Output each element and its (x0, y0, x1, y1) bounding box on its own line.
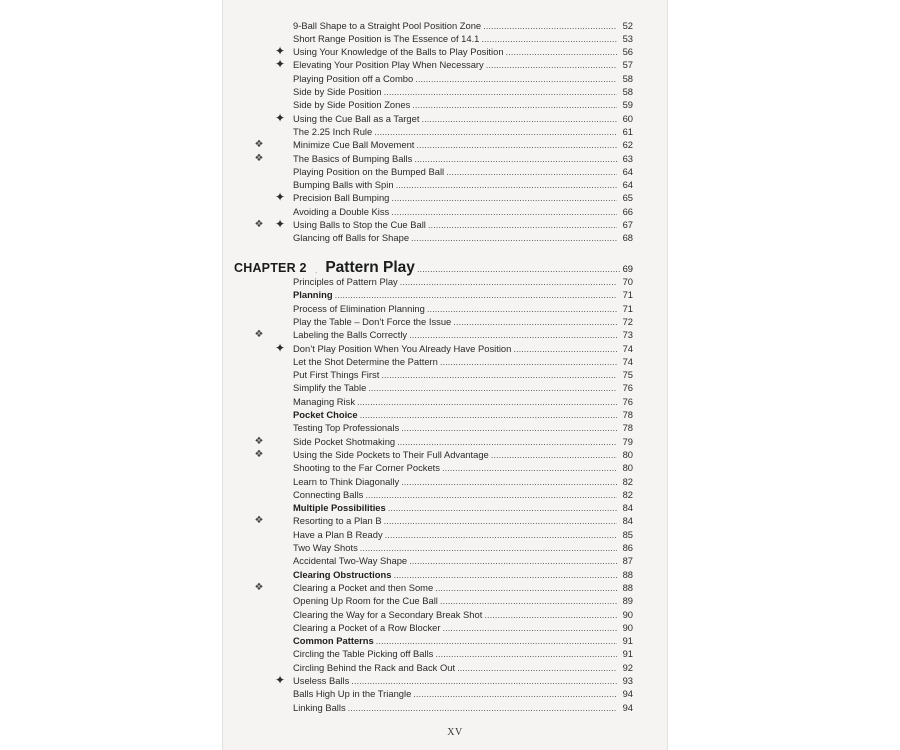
diamond-flower-icon: ❖ (254, 449, 264, 460)
toc-page-number: 74 (622, 343, 633, 354)
toc-entry-title: Using Balls to Stop the Cue Ball (293, 219, 426, 230)
toc-entry-row (293, 435, 633, 448)
toc-page-number: 76 (622, 382, 633, 393)
toc-page-number: 57 (622, 59, 633, 70)
dot-leader (435, 581, 617, 594)
toc-entry-row (293, 381, 633, 394)
toc-page-number: 82 (622, 476, 633, 487)
toc-entry-row (293, 554, 633, 567)
dot-leader (396, 178, 617, 191)
dot-leader (357, 395, 617, 408)
four-point-star-icon: ✦ (274, 217, 286, 231)
dot-leader (335, 288, 617, 301)
toc-entry-title: Playing Position on the Bumped Ball (293, 166, 445, 177)
toc-page-number: 90 (622, 609, 633, 620)
toc-entry-title: Balls High Up in the Triangle (293, 688, 412, 699)
toc-entry-title: Shooting to the Far Corner Pockets (293, 462, 440, 473)
dot-leader (384, 85, 617, 98)
toc-entry-row (293, 165, 633, 178)
toc-entry-title: Testing Top Professionals (293, 422, 400, 433)
toc-entry-row (293, 112, 633, 125)
toc-page-number: 94 (622, 688, 633, 699)
four-point-star-icon: ✦ (274, 341, 286, 355)
dot-leader (442, 461, 617, 474)
toc-page-number: 78 (622, 422, 633, 433)
toc-entry-title: Glancing off Balls for Shape (293, 232, 410, 243)
dot-leader (391, 191, 617, 204)
toc-page-number: 73 (622, 329, 633, 340)
chapter-dot-leader (417, 263, 621, 274)
toc-page-number: 72 (622, 316, 633, 327)
toc-page-number: 64 (622, 166, 633, 177)
four-point-star-icon: ✦ (274, 44, 286, 58)
toc-entry-title: Simplify the Table (293, 382, 367, 393)
toc-entry-row (293, 191, 633, 204)
toc-entry-row (293, 541, 633, 554)
toc-entry-row (293, 72, 633, 85)
toc-page-number: 71 (622, 289, 633, 300)
dot-leader (348, 701, 617, 714)
toc-entry-title: Side Pocket Shotmaking (293, 436, 396, 447)
four-point-star-icon: ✦ (274, 57, 286, 71)
toc-entry-row (293, 178, 633, 191)
toc-page-number: 65 (622, 192, 633, 203)
dot-leader (413, 687, 617, 700)
dot-leader (440, 594, 617, 607)
dot-leader (481, 32, 617, 45)
toc-page-number: 63 (622, 153, 633, 164)
dot-leader (376, 634, 617, 647)
toc-entry-row (293, 661, 633, 674)
dot-leader (365, 488, 617, 501)
toc-entry-title: Side by Side Position Zones (293, 99, 411, 110)
toc-entry-row (293, 475, 633, 488)
diamond-flower-icon: ❖ (254, 515, 264, 526)
toc-entry-title: Two Way Shots (293, 542, 358, 553)
toc-page-number: 88 (622, 582, 633, 593)
four-point-star-icon: ✦ (274, 190, 286, 204)
toc-entry-title: Short Range Position is The Essence of 14.1 (293, 33, 480, 44)
toc-entry-title: Opening Up Room for the Cue Ball (293, 595, 438, 606)
toc-entry-row (293, 687, 633, 700)
toc-entry-row (293, 32, 633, 45)
toc-entry-title: Clearing a Pocket and then Some (293, 582, 434, 593)
toc-entry-row (293, 218, 633, 231)
toc-page-number: 58 (622, 86, 633, 97)
toc-entry-title: Clearing the Way for a Secondary Break Shot (293, 609, 483, 620)
dot-leader (412, 98, 617, 111)
toc-page-number: 85 (622, 529, 633, 540)
toc-entry-row (293, 85, 633, 98)
toc-entry-row (293, 152, 633, 165)
toc-entry-row (293, 275, 633, 288)
toc-page-number: 68 (622, 232, 633, 243)
toc-page-number: 71 (622, 303, 633, 314)
toc-entry-title: Accidental Two-Way Shape (293, 555, 408, 566)
dot-leader (397, 435, 617, 448)
toc-page-number: 91 (622, 648, 633, 659)
dot-leader (409, 554, 617, 567)
toc-page-number: 59 (622, 99, 633, 110)
dot-leader (440, 355, 617, 368)
toc-entry-title: Using the Cue Ball as a Target (293, 113, 420, 124)
toc-entry-row (293, 461, 633, 474)
toc-entry-row (293, 594, 633, 607)
toc-entry-row (293, 355, 633, 368)
page-folio: XV (447, 727, 463, 738)
toc-page-number: 64 (622, 179, 633, 190)
toc-page-number: 80 (622, 449, 633, 460)
toc-entry-row (293, 395, 633, 408)
toc-entry-title: Circling Behind the Rack and Back Out (293, 662, 456, 673)
toc-page-number: 60 (622, 113, 633, 124)
toc-page-number: 79 (622, 436, 633, 447)
chapter-page-number: 69 (622, 263, 633, 274)
diamond-flower-icon: ❖ (254, 153, 264, 164)
toc-entry-title: Bumping Balls with Spin (293, 179, 394, 190)
toc-entry-row (293, 488, 633, 501)
toc-page-number: 78 (622, 409, 633, 420)
toc-entry-row (293, 302, 633, 315)
toc-entry-row (293, 138, 633, 151)
toc-page-number: 61 (622, 126, 633, 137)
toc-entry-title: Precision Ball Bumping (293, 192, 390, 203)
dot-leader (384, 514, 617, 527)
toc-page-number: 52 (622, 20, 633, 31)
toc-entry-title: Avoiding a Double Kiss (293, 206, 390, 217)
toc-page-number: 82 (622, 489, 633, 500)
four-point-star-icon: ✦ (274, 111, 286, 125)
dot-leader (381, 368, 617, 381)
toc-page-number: 74 (622, 356, 633, 367)
toc-page-number: 92 (622, 662, 633, 673)
toc-entry-title: Resorting to a Plan B (293, 515, 382, 526)
dot-leader (400, 275, 617, 288)
toc-entry-title: Minimize Cue Ball Movement (293, 139, 415, 150)
toc-page-number: 94 (622, 702, 633, 713)
dot-leader (457, 661, 617, 674)
toc-entry-title: Side by Side Position (293, 86, 382, 97)
toc-entry-row (293, 608, 633, 621)
toc-entry-row (293, 58, 633, 71)
dot-leader (416, 138, 617, 151)
toc-entry-title: Put First Things First (293, 369, 380, 380)
toc-entry-title: Clearing Obstructions (293, 569, 392, 580)
dot-leader (491, 448, 617, 461)
diamond-flower-icon: ❖ (254, 139, 264, 150)
toc-entry-title: Multiple Possibilities (293, 502, 386, 513)
dot-leader (513, 342, 617, 355)
diamond-flower-icon: ❖ (254, 329, 264, 340)
dot-leader (446, 165, 617, 178)
dot-leader (484, 608, 617, 621)
toc-entry-title: Planning (293, 289, 333, 300)
toc-subheading-row (293, 408, 633, 421)
toc-entry-row (293, 421, 633, 434)
toc-page-number: 90 (622, 622, 633, 633)
toc-entry-title: Connecting Balls (293, 489, 364, 500)
toc-entry-title: Clearing a Pocket of a Row Blocker (293, 622, 441, 633)
toc-entry-row (293, 125, 633, 138)
chapter-label: CHAPTER 2 (234, 261, 307, 275)
toc-page-number: 86 (622, 542, 633, 553)
dot-leader (374, 125, 617, 138)
toc-entry-title: Play the Table – Don’t Force the Issue (293, 316, 452, 327)
toc-entry-row (293, 368, 633, 381)
dot-leader (360, 408, 617, 421)
toc-entry-row (293, 514, 633, 527)
dot-leader (409, 328, 617, 341)
toc-entry-title: Don’t Play Position When You Already Have Position (293, 343, 512, 354)
diamond-flower-icon: ❖ (254, 582, 264, 593)
diamond-flower-icon: ❖ (254, 219, 264, 230)
dot-leader (391, 205, 617, 218)
toc-entry-row (293, 701, 633, 714)
dot-leader (421, 112, 617, 125)
dot-leader (401, 421, 617, 434)
toc-entry-row (293, 528, 633, 541)
dot-leader (360, 541, 617, 554)
dot-leader (427, 302, 617, 315)
toc-entry-row (293, 647, 633, 660)
toc-page-number: 53 (622, 33, 633, 44)
toc-page-number: 66 (622, 206, 633, 217)
toc-page-number: 67 (622, 219, 633, 230)
toc-entry-title: 9-Ball Shape to a Straight Pool Position Zone (293, 20, 482, 31)
toc-subheading-row (293, 288, 633, 301)
dot-leader (351, 674, 617, 687)
toc-page-number: 76 (622, 396, 633, 407)
toc-page-number: 87 (622, 555, 633, 566)
toc-entry-title: Circling the Table Picking off Balls (293, 648, 434, 659)
toc-page-number: 89 (622, 595, 633, 606)
toc-entry-row (293, 231, 633, 244)
dot-leader (453, 315, 617, 328)
toc-entry-row (293, 19, 633, 32)
toc-page-number: 58 (622, 73, 633, 84)
toc-entry-row (293, 45, 633, 58)
toc-page-number: 93 (622, 675, 633, 686)
dot-leader (506, 45, 617, 58)
toc-entry-title: Elevating Your Position Play When Necessary (293, 59, 484, 70)
dot-leader (435, 647, 617, 660)
toc-entry-title: Useless Balls (293, 675, 350, 686)
toc-entry-title: Managing Risk (293, 396, 356, 407)
dot-leader (483, 19, 617, 32)
toc-entry-row (293, 621, 633, 634)
chapter-tick-mark: ˏ (314, 265, 318, 274)
toc-page-number: 84 (622, 515, 633, 526)
toc-entry-title: Pocket Choice (293, 409, 358, 420)
toc-entry-row (293, 674, 633, 687)
toc-entry-row (293, 205, 633, 218)
four-point-star-icon: ✦ (274, 673, 286, 687)
toc-entry-title: Common Patterns (293, 635, 374, 646)
toc-entry-title: Let the Shot Determine the Pattern (293, 356, 438, 367)
toc-page-number: 62 (622, 139, 633, 150)
toc-entry-title: Playing Position off a Combo (293, 73, 414, 84)
toc-entry-row (293, 342, 633, 355)
dot-leader (401, 475, 617, 488)
dot-leader (414, 152, 617, 165)
toc-entry-row (293, 98, 633, 111)
dot-leader (385, 528, 617, 541)
diamond-flower-icon: ❖ (254, 436, 264, 447)
toc-entry-title: Principles of Pattern Play (293, 276, 398, 287)
toc-entry-row (293, 581, 633, 594)
dot-leader (428, 218, 617, 231)
dot-leader (393, 568, 617, 581)
toc-page-number: 70 (622, 276, 633, 287)
toc-entry-row (293, 315, 633, 328)
toc-entry-title: Learn to Think Diagonally (293, 476, 400, 487)
toc-subheading-row (293, 568, 633, 581)
toc-entry-title: The 2.25 Inch Rule (293, 126, 373, 137)
toc-entry-row (293, 448, 633, 461)
toc-page-number: 88 (622, 569, 633, 580)
toc-subheading-row (293, 501, 633, 514)
toc-subheading-row (293, 634, 633, 647)
toc-entry-title: Using Your Knowledge of the Balls to Play Position (293, 46, 504, 57)
toc-entry-row (293, 328, 633, 341)
toc-entry-title: Using the Side Pockets to Their Full Advantage (293, 449, 489, 460)
toc-page-number: 75 (622, 369, 633, 380)
dot-leader (388, 501, 617, 514)
dot-leader (415, 72, 617, 85)
toc-entry-title: Labeling the Balls Correctly (293, 329, 408, 340)
toc-entry-title: Process of Elimination Planning (293, 303, 425, 314)
dot-leader (368, 381, 617, 394)
toc-page-number: 91 (622, 635, 633, 646)
toc-page-number: 80 (622, 462, 633, 473)
dot-leader (486, 58, 617, 71)
toc-entry-title: The Basics of Bumping Balls (293, 153, 413, 164)
chapter-title: Pattern Play (325, 259, 415, 276)
toc-page-number: 84 (622, 502, 633, 513)
toc-page-number: 56 (622, 46, 633, 57)
toc-entry-title: Have a Plan B Ready (293, 529, 383, 540)
toc-entry-title: Linking Balls (293, 702, 346, 713)
dot-leader (411, 231, 617, 244)
dot-leader (442, 621, 617, 634)
